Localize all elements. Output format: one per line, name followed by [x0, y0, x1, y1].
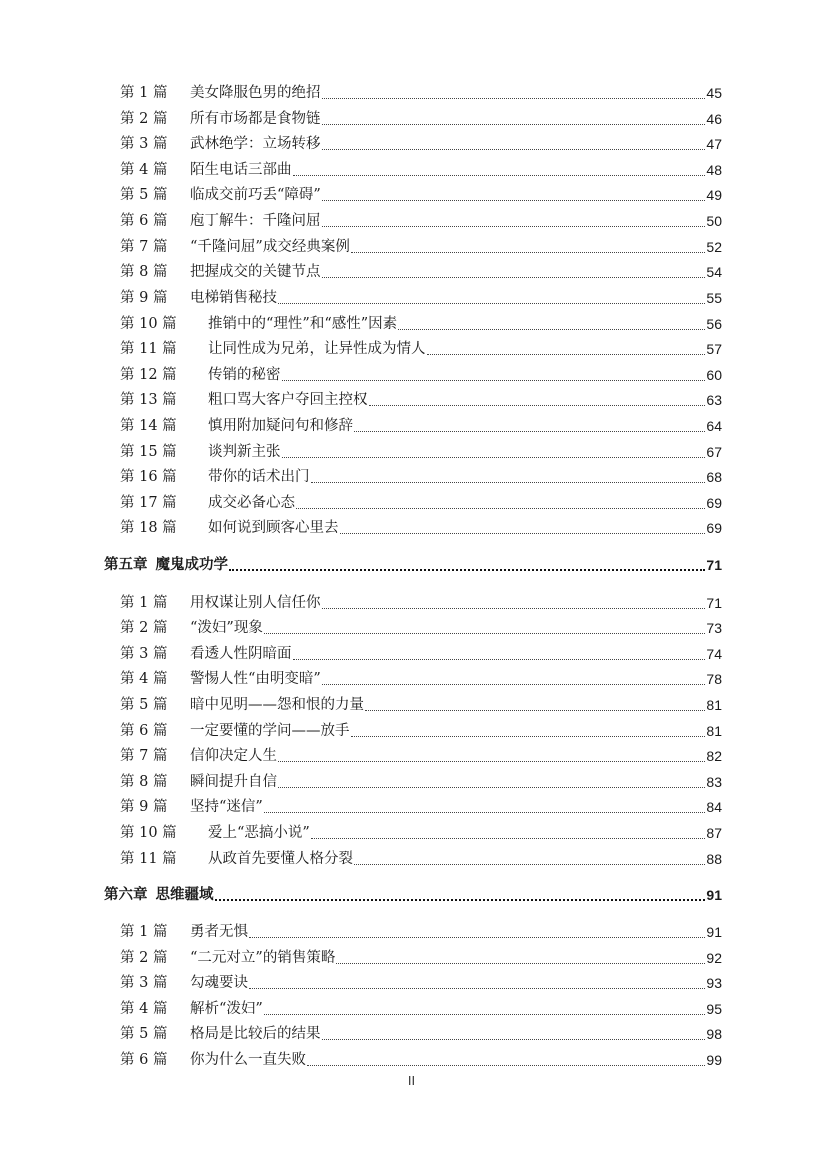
- page-number: 50: [706, 213, 722, 229]
- toc-entry-row[interactable]: [120, 437, 722, 461]
- entry-title: 推销中的“理性”和“感性”因素: [208, 316, 398, 332]
- entry-number: 第 2 篇: [120, 111, 168, 127]
- toc-entry-row[interactable]: [120, 206, 722, 230]
- dot-leader: [322, 114, 706, 125]
- page-number: 83: [706, 774, 722, 790]
- toc-entry-row[interactable]: [120, 155, 722, 179]
- toc-entry-row[interactable]: [120, 639, 722, 663]
- page-number: 78: [706, 671, 722, 687]
- entry-title: “千隆问屈”成交经典案例: [190, 239, 350, 255]
- entry-title: 陌生电话三部曲: [190, 162, 292, 178]
- dot-leader: [282, 447, 706, 458]
- toc-entry-row[interactable]: [120, 385, 722, 409]
- entry-title: 爱上“恶搞小说”: [208, 825, 310, 841]
- entry-title: 看透人性阴暗面: [190, 646, 292, 662]
- entry-number: 第 4 篇: [120, 671, 168, 687]
- toc-entry-row[interactable]: [120, 664, 722, 688]
- entry-number: 第 16 篇: [120, 469, 177, 485]
- dot-leader: [427, 344, 706, 355]
- entry-title: 一定要懂的学问——放手: [190, 723, 350, 739]
- entry-title: 成交必备心态: [208, 495, 295, 511]
- dot-leader: [293, 165, 706, 176]
- page-number: 56: [706, 316, 722, 332]
- toc-entry-row[interactable]: [120, 994, 722, 1018]
- dot-leader: [365, 700, 705, 711]
- toc-entry-row[interactable]: [120, 792, 722, 816]
- entry-number: 第 8 篇: [120, 774, 168, 790]
- entry-title: 慎用附加疑问句和修辞: [208, 418, 353, 434]
- page-number: 99: [706, 1052, 722, 1068]
- entry-title: 粗口骂大客户夺回主控权: [208, 392, 368, 408]
- page-number: 84: [706, 799, 722, 815]
- entry-number: 第 4 篇: [120, 162, 168, 178]
- chapter-number: 第六章: [104, 887, 148, 903]
- toc-entry-row[interactable]: [120, 741, 722, 765]
- entry-title: 让同性成为兄弟，让异性成为情人: [208, 341, 426, 357]
- page-number: 91: [706, 887, 722, 903]
- entry-number: 第 3 篇: [120, 136, 168, 152]
- dot-leader: [369, 395, 706, 406]
- toc-chapter-row[interactable]: [104, 880, 722, 904]
- page-number: 54: [706, 264, 722, 280]
- dot-leader: [296, 498, 705, 509]
- entry-title: 警惕人性“由明变暗”: [190, 671, 321, 687]
- entry-number: 第 5 篇: [120, 1026, 168, 1042]
- entry-title: 临成交前巧丢“障碍”: [190, 187, 321, 203]
- toc-entry-row[interactable]: [120, 943, 722, 967]
- page-number: 91: [706, 924, 722, 940]
- entry-title: “二元对立”的销售策略: [190, 950, 336, 966]
- entry-number: 第 12 篇: [120, 367, 177, 383]
- page-number: 57: [706, 341, 722, 357]
- chapter-title: 魔鬼成功学: [155, 557, 228, 573]
- entry-number: 第 2 篇: [120, 950, 168, 966]
- dot-leader: [322, 267, 706, 278]
- entry-number: 第 7 篇: [120, 748, 168, 764]
- toc-entry-row[interactable]: [120, 180, 722, 204]
- dot-leader: [336, 953, 705, 964]
- dot-leader: [264, 1004, 706, 1015]
- page-number: 55: [706, 290, 722, 306]
- page-number: 49: [706, 187, 722, 203]
- page-number: 73: [706, 620, 722, 636]
- entry-title: 勇者无惧: [190, 924, 248, 940]
- entry-title: 用权谋让别人信任你: [190, 595, 321, 611]
- entry-title: 电梯销售秘技: [190, 290, 277, 306]
- page-number: 71: [706, 595, 722, 611]
- entry-number: 第 4 篇: [120, 1001, 168, 1017]
- dot-leader: [351, 242, 706, 253]
- entry-number: 第 13 篇: [120, 392, 177, 408]
- entry-number: 第 9 篇: [120, 799, 168, 815]
- entry-number: 第 3 篇: [120, 646, 168, 662]
- page-number: 93: [706, 975, 722, 991]
- toc-entry-row[interactable]: [120, 232, 722, 256]
- page-number: 81: [706, 723, 722, 739]
- page-number: 87: [706, 825, 722, 841]
- toc-entry-row[interactable]: [120, 690, 722, 714]
- dot-leader: [293, 649, 706, 660]
- page-number: 82: [706, 748, 722, 764]
- page-number: 46: [706, 111, 722, 127]
- entry-title: 坚持“迷信”: [190, 799, 263, 815]
- dot-leader: [354, 421, 705, 432]
- page-number: 60: [706, 367, 722, 383]
- page-number: 47: [706, 136, 722, 152]
- toc-entry-row[interactable]: [120, 767, 722, 791]
- entry-number: 第 11 篇: [120, 851, 177, 867]
- page-number: 69: [706, 495, 722, 511]
- dot-leader: [278, 751, 705, 762]
- entry-number: 第 10 篇: [120, 825, 177, 841]
- entry-number: 第 6 篇: [120, 1052, 168, 1068]
- page-number: 98: [706, 1026, 722, 1042]
- entry-title: 暗中见明——怨和恨的力量: [190, 697, 364, 713]
- toc-entry-row[interactable]: [120, 334, 722, 358]
- page-number: 52: [706, 239, 722, 255]
- toc-entry-row[interactable]: [120, 968, 722, 992]
- page-number: 71: [706, 557, 722, 573]
- entry-number: 第 8 篇: [120, 264, 168, 280]
- toc-entry-row[interactable]: [120, 1019, 722, 1043]
- entry-title: 你为什么一直失败: [190, 1052, 306, 1068]
- entry-number: 第 14 篇: [120, 418, 177, 434]
- entry-number: 第 1 篇: [120, 85, 168, 101]
- dot-leader: [351, 726, 706, 737]
- entry-title: “泼妇”现象: [190, 620, 263, 636]
- entry-title: 解析“泼妇”: [190, 1001, 263, 1017]
- entry-title: 如何说到顾客心里去: [208, 520, 339, 536]
- dot-leader: [278, 777, 705, 788]
- toc-entry-row[interactable]: [120, 488, 722, 512]
- chapter-number: 第五章: [104, 557, 148, 573]
- toc-entry-row[interactable]: [120, 1045, 722, 1069]
- page-number: 64: [706, 418, 722, 434]
- toc-entry-row[interactable]: [120, 513, 722, 537]
- entry-number: 第 11 篇: [120, 341, 177, 357]
- toc-entry-row[interactable]: [120, 462, 722, 486]
- entry-number: 第 18 篇: [120, 520, 177, 536]
- entry-title: 勾魂要诀: [190, 975, 248, 991]
- dot-leader: [322, 139, 706, 150]
- toc-entry-row[interactable]: [120, 917, 722, 941]
- toc-entry-row[interactable]: [120, 129, 722, 153]
- page-number: 67: [706, 444, 722, 460]
- dot-leader: [311, 472, 706, 483]
- dot-leader: [322, 1029, 706, 1040]
- page-number: 92: [706, 950, 722, 966]
- entry-number: 第 3 篇: [120, 975, 168, 991]
- entry-number: 第 10 篇: [120, 316, 177, 332]
- toc-entry-row[interactable]: [120, 360, 722, 384]
- entry-number: 第 15 篇: [120, 444, 177, 460]
- chapter-title: 思维疆域: [155, 887, 214, 903]
- dot-leader: [322, 216, 706, 227]
- dot-leader: [307, 1055, 705, 1066]
- page-number: 95: [706, 1001, 722, 1017]
- entry-title: 把握成交的关键节点: [190, 264, 321, 280]
- dot-leader: [322, 88, 706, 99]
- entry-title: 带你的话术出门: [208, 469, 310, 485]
- entry-title: 信仰决定人生: [190, 748, 277, 764]
- dot-leader: [354, 854, 705, 865]
- dot-leader: [322, 598, 706, 609]
- dot-leader: [311, 828, 706, 839]
- toc-chapter-row[interactable]: [104, 550, 722, 574]
- toc-entry-row[interactable]: [120, 309, 722, 333]
- dot-leader: [340, 523, 706, 534]
- page-number: 81: [706, 697, 722, 713]
- entry-number: 第 7 篇: [120, 239, 168, 255]
- dot-leader: [282, 370, 706, 381]
- toc-entry-row[interactable]: [120, 844, 722, 868]
- dot-leader: [215, 889, 706, 901]
- entry-number: 第 5 篇: [120, 697, 168, 713]
- entry-number: 第 9 篇: [120, 290, 168, 306]
- toc-entry-row[interactable]: [120, 411, 722, 435]
- entry-number: 第 6 篇: [120, 723, 168, 739]
- toc-entry-row[interactable]: [120, 78, 722, 102]
- page-number: 63: [706, 392, 722, 408]
- toc-entry-row[interactable]: [120, 588, 722, 612]
- entry-title: 从政首先要懂人格分裂: [208, 851, 353, 867]
- toc-entry-row[interactable]: [120, 104, 722, 128]
- entry-number: 第 17 篇: [120, 495, 177, 511]
- toc-entry-row[interactable]: [120, 257, 722, 281]
- page-number: 68: [706, 469, 722, 485]
- entry-title: 武林绝学：立场转移: [190, 136, 321, 152]
- page-number-footer: II: [407, 1073, 416, 1088]
- entry-number: 第 5 篇: [120, 187, 168, 203]
- entry-title: 谈判新主张: [208, 444, 281, 460]
- toc-entry-row[interactable]: [120, 716, 722, 740]
- entry-title: 格局是比较后的结果: [190, 1026, 321, 1042]
- entry-title: 所有市场都是食物链: [190, 111, 321, 127]
- entry-number: 第 6 篇: [120, 213, 168, 229]
- dot-leader: [398, 319, 705, 330]
- dot-leader: [249, 978, 705, 989]
- entry-number: 第 1 篇: [120, 595, 168, 611]
- page-number: 74: [706, 646, 722, 662]
- page-number: 69: [706, 520, 722, 536]
- page-number: 88: [706, 851, 722, 867]
- toc-entry-row[interactable]: [120, 818, 722, 842]
- entry-number: 第 1 篇: [120, 924, 168, 940]
- dot-leader: [249, 927, 705, 938]
- dot-leader: [229, 559, 705, 571]
- toc-entry-row[interactable]: [120, 283, 722, 307]
- entry-title: 瞬间提升自信: [190, 774, 277, 790]
- dot-leader: [264, 623, 706, 634]
- page-number: 48: [706, 162, 722, 178]
- dot-leader: [264, 802, 706, 813]
- dot-leader: [322, 674, 706, 685]
- entry-title: 美女降服色男的绝招: [190, 85, 321, 101]
- entry-number: 第 2 篇: [120, 620, 168, 636]
- dot-leader: [278, 293, 705, 304]
- dot-leader: [322, 190, 706, 201]
- entry-title: 传销的秘密: [208, 367, 281, 383]
- entry-title: 庖丁解牛：千隆问屈: [190, 213, 321, 229]
- page-number: 45: [706, 85, 722, 101]
- toc-entry-row[interactable]: [120, 613, 722, 637]
